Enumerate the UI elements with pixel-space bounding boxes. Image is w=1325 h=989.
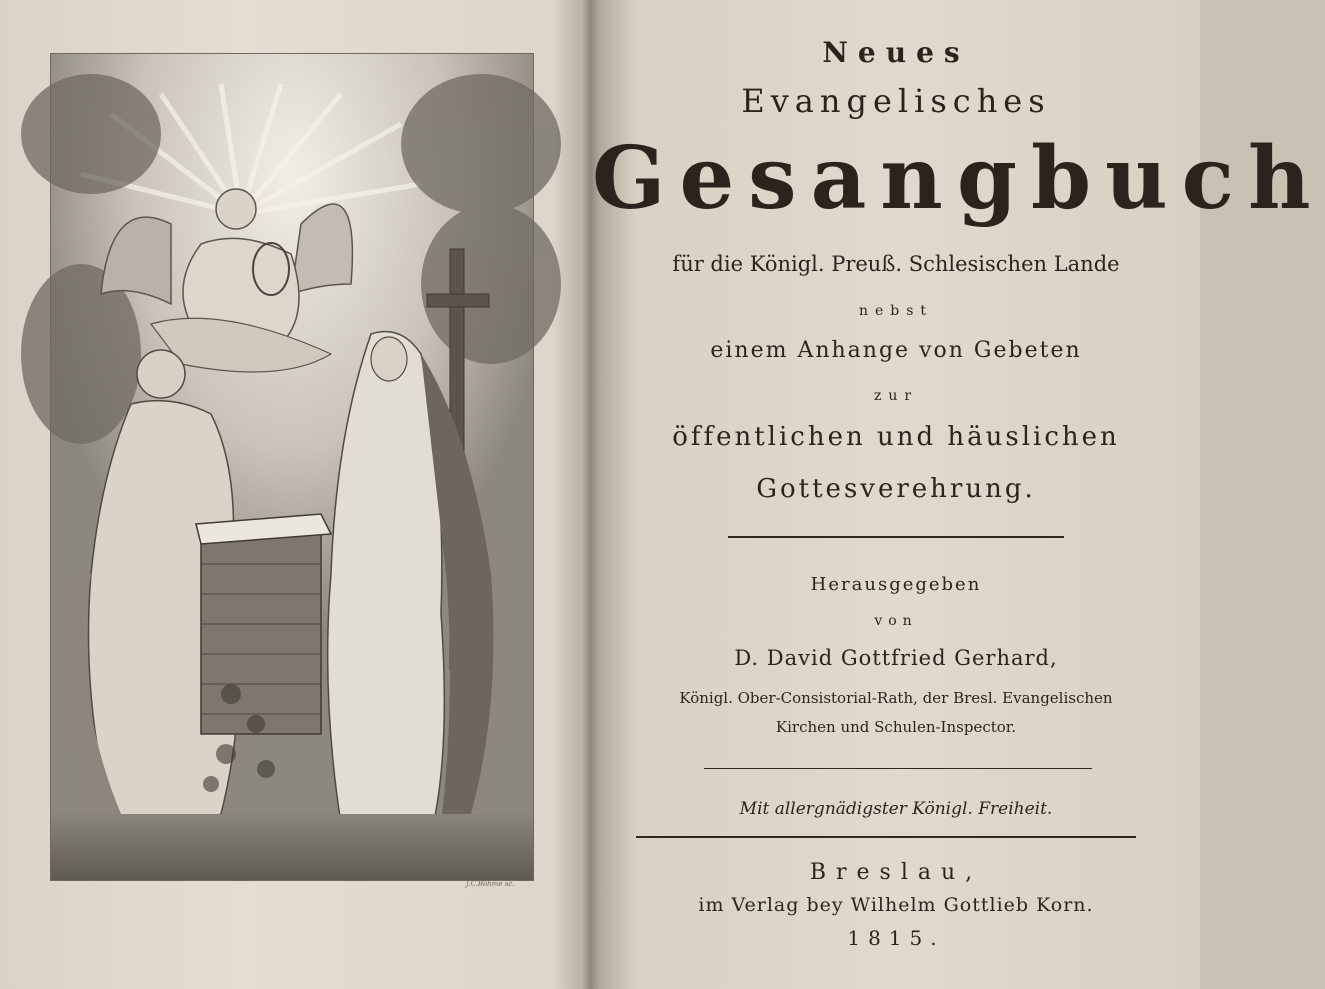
imprint-year: 1815. (847, 926, 945, 950)
title-line-evangelisches: Evangelisches (741, 82, 1051, 120)
title-line-gottesverehrung: Gottesverehrung. (756, 474, 1036, 504)
title-line-zur: zur (873, 388, 919, 404)
title-line-neues: Neues (822, 36, 970, 69)
title-line-anhang: einem Anhange von Gebeten (710, 338, 1082, 363)
imprint-city: Breslau, (809, 860, 983, 885)
author-rank-line-2: Kirchen und Schulen-Inspector. (775, 718, 1017, 736)
author-name: D. David Gottfried Gerhard, (734, 646, 1058, 670)
imprint-publisher: im Verlag bey Wilhelm Gottlieb Korn. (698, 894, 1094, 916)
title-line-herausgegeben: Herausgegeben (810, 574, 982, 595)
divider-rule-middle (704, 768, 1092, 769)
divider-rule-top (728, 536, 1064, 538)
title-line-gesangbuch: Gesangbuch (592, 128, 1325, 229)
right-page-title (592, 0, 1325, 989)
engraving-illustration (51, 54, 533, 880)
title-line-oeffentlich: öffentlichen und häuslichen (672, 422, 1120, 452)
engraver-signature: J.C.Böhme sc. (466, 880, 515, 888)
ground (51, 814, 533, 880)
frontispiece-engraving (50, 53, 534, 881)
divider-rule-bottom (636, 836, 1136, 838)
brick-altar (196, 514, 331, 734)
title-line-fuer: für die Königl. Preuß. Schlesischen Lande (672, 252, 1120, 276)
left-page-frontispiece (0, 0, 586, 989)
royal-privilege: Mit allergnädigster Königl. Freiheit. (739, 799, 1053, 819)
title-line-nebst: nebst (858, 303, 934, 319)
author-rank-line-1: Königl. Ober-Consistorial-Rath, der Bresl. Evangelischen (679, 689, 1113, 707)
title-line-von: von (874, 613, 918, 629)
